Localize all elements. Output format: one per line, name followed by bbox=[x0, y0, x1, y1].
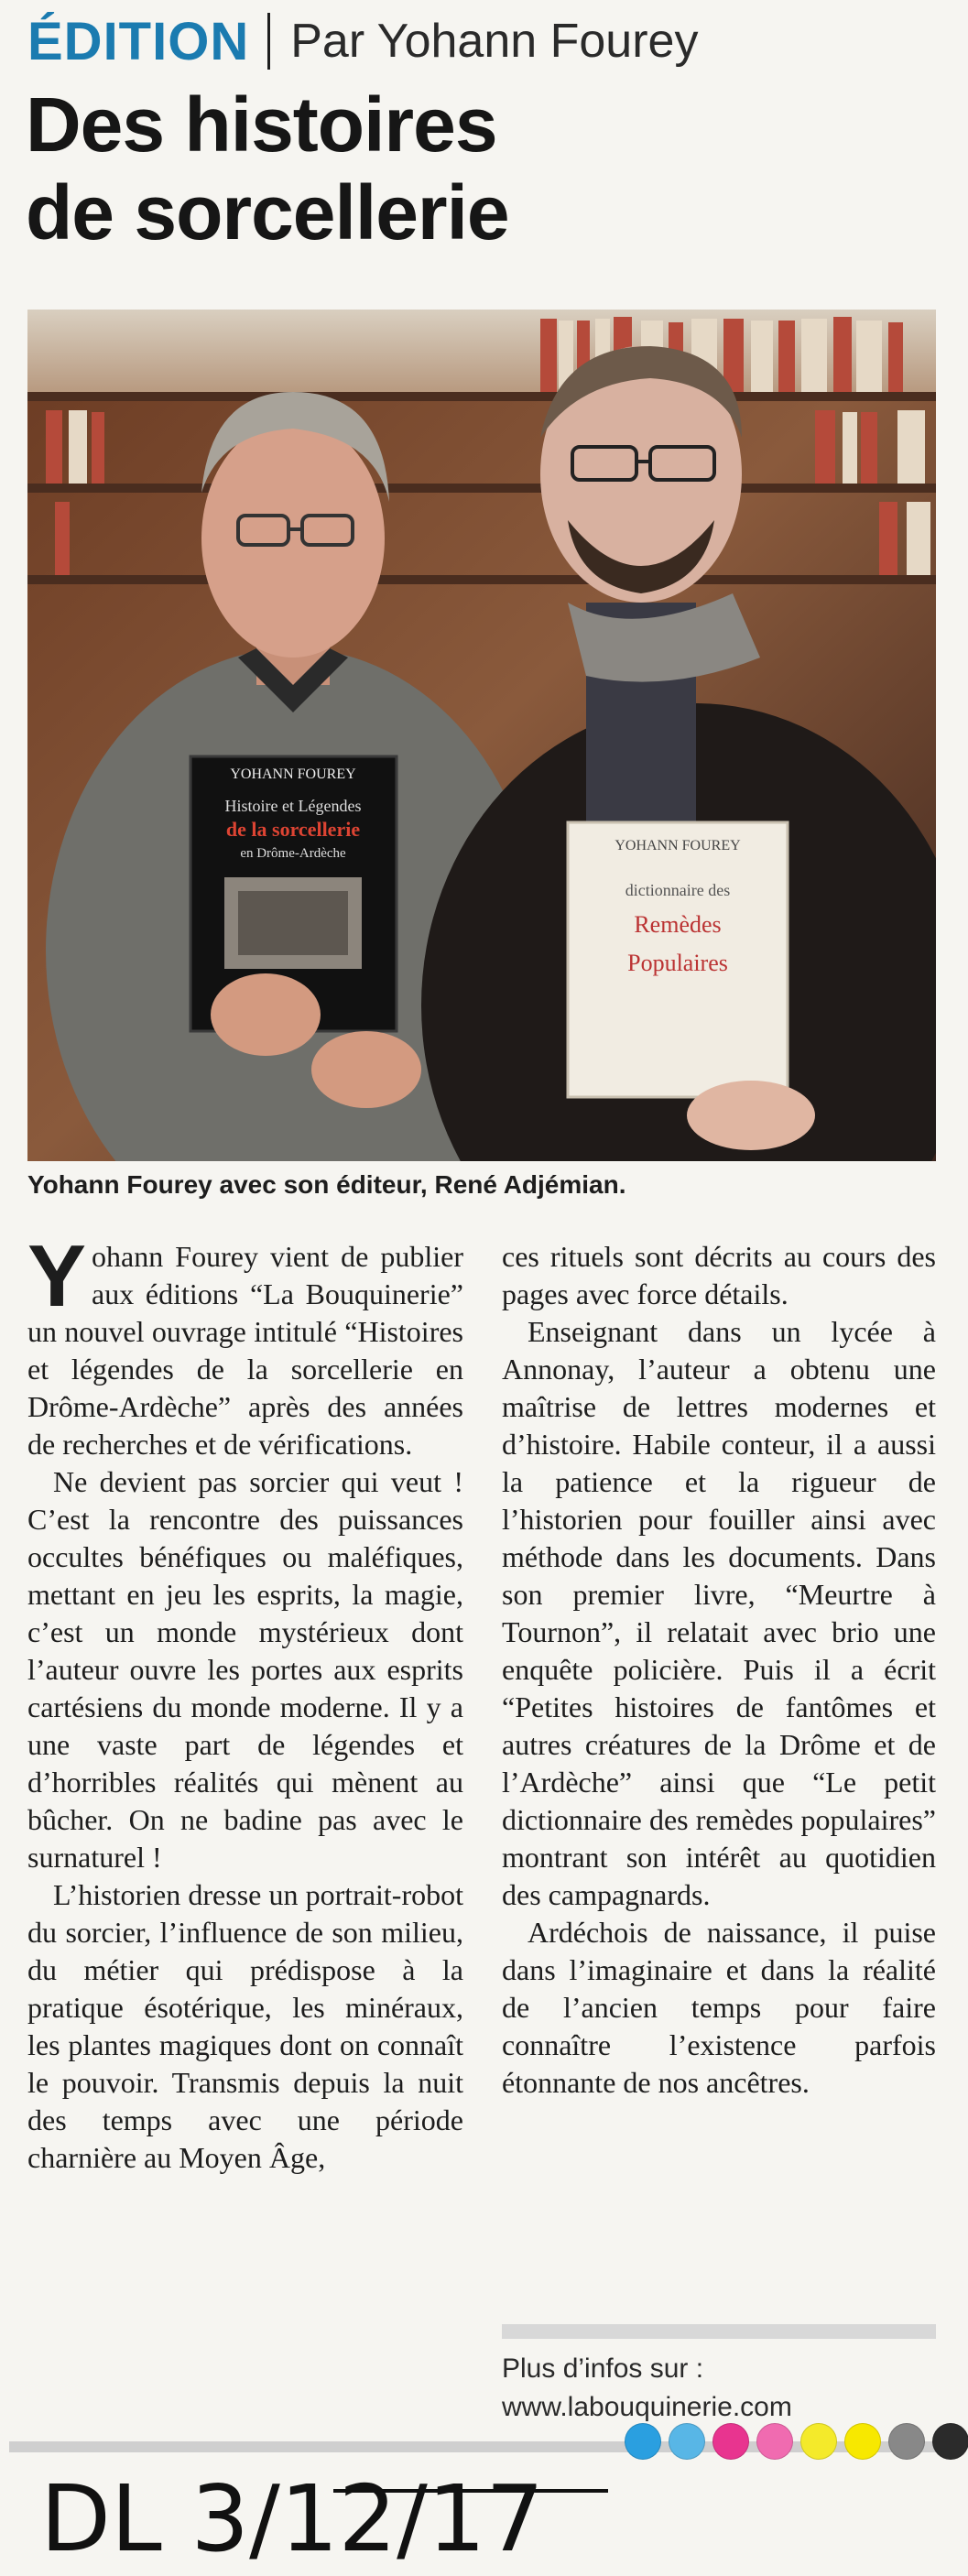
color-registration-marks bbox=[625, 2423, 968, 2460]
book-right-title-1: dictionnaire des bbox=[625, 881, 731, 899]
book-left-title-1: Histoire et Légendes bbox=[224, 797, 362, 815]
swatch-4 bbox=[756, 2423, 793, 2460]
book-right-author: YOHANN FOUREY bbox=[615, 838, 741, 853]
book-right-title-2: Remèdes bbox=[634, 911, 722, 938]
kicker bbox=[27, 9, 698, 73]
article-column-left bbox=[27, 1227, 463, 2177]
swatch-2 bbox=[669, 2423, 705, 2460]
swatch-7 bbox=[888, 2423, 925, 2460]
section-label: ÉDITION bbox=[27, 11, 250, 71]
swatch-3 bbox=[712, 2423, 749, 2460]
more-info-box bbox=[502, 2324, 936, 2427]
article-column-right bbox=[502, 1238, 936, 2102]
headline bbox=[26, 81, 941, 256]
headline-line-1: Des histoires bbox=[26, 82, 497, 168]
book-remedes bbox=[568, 822, 788, 1097]
paragraph-4: ces rituels sont décrits au cours des pages avec force détails. bbox=[502, 1240, 936, 1310]
paragraph-3: L’historien dresse un portrait-robot du sorcier, l’influence de son milieu, du métier qui prédispose à la pratique ésotérique, les minéraux, les plantes magiques dont on connaît le pouvoir. Transmis depuis la nuit des temps avec une période charnière au Moyen Âge, bbox=[27, 1878, 463, 2174]
drop-cap: Y bbox=[27, 1227, 87, 1325]
paragraph-5: Enseignant dans un lycée à Annonay, l’auteur a obtenu une maîtrise de lettres modernes et d’histoire. Habile conteur, il a aussi la patience et la rigueur de l’historien pour fouiller ainsi avec méthode dans les documents. Dans son premier livre, “Meurtre à Tournon”, il relatait avec brio une enquête policière. Puis il a écrit “Petites histoires de fantômes et autres créatures de la Drôme et de l’Ardèche” ainsi que “Le petit dictionnaire des remèdes populaires” montrant son intérêt au quotidien des campagnards. bbox=[502, 1315, 936, 1911]
book-left-title-3: en Drôme-Ardèche bbox=[240, 846, 346, 861]
swatch-5 bbox=[800, 2423, 837, 2460]
more-info-divider bbox=[502, 2324, 936, 2339]
swatch-1 bbox=[625, 2423, 661, 2460]
more-info-url[interactable]: www.labouquinerie.com bbox=[502, 2392, 792, 2422]
book-right-title-3: Populaires bbox=[627, 950, 728, 976]
paragraph-1: Yohann Fourey vient de publier aux éditions “La Bouquinerie” un nouvel ouvrage intitulé “Histoires et légendes de la sorcellerie en Drôme-Ardèche” après des années de recherches et de vérifications. bbox=[27, 1227, 463, 1461]
swatch-8 bbox=[932, 2423, 968, 2460]
handwritten-date-text: DL 3/12/17 bbox=[40, 2465, 544, 2572]
kicker-divider bbox=[267, 13, 270, 70]
article-photo bbox=[27, 310, 936, 1161]
swatch-6 bbox=[844, 2423, 881, 2460]
paragraph-6: Ardéchois de naissance, il puise dans l’imaginaire et dans la réalité de l’ancien temps pour faire connaître l’existence parfois étonnante de nos ancêtres. bbox=[502, 1916, 936, 2099]
byline: Par Yohann Fourey bbox=[290, 15, 699, 68]
headline-line-2: de sorcellerie bbox=[26, 169, 509, 255]
more-info-label: Plus d’infos sur : bbox=[502, 2353, 704, 2384]
photo-caption: Yohann Fourey avec son éditeur, René Adjémian. bbox=[27, 1170, 626, 1199]
book-left-author: YOHANN FOUREY bbox=[230, 766, 356, 782]
book-left-title-2: de la sorcellerie bbox=[225, 818, 361, 841]
handwritten-date bbox=[31, 2454, 617, 2573]
paragraph-2: Ne devient pas sorcier qui veut ! C’est la rencontre des puissances occultes bénéfiques ou maléfiques, mettant en jeu les esprits, la magie, c’est un monde mystérieux dont l’auteur ouvre les portes aux esprits cartésiens du monde moderne. Il y a une vaste part de légendes et d’horribles réalités qui mènent au bûcher. On ne badine pas avec le surnaturel ! bbox=[27, 1465, 463, 1874]
